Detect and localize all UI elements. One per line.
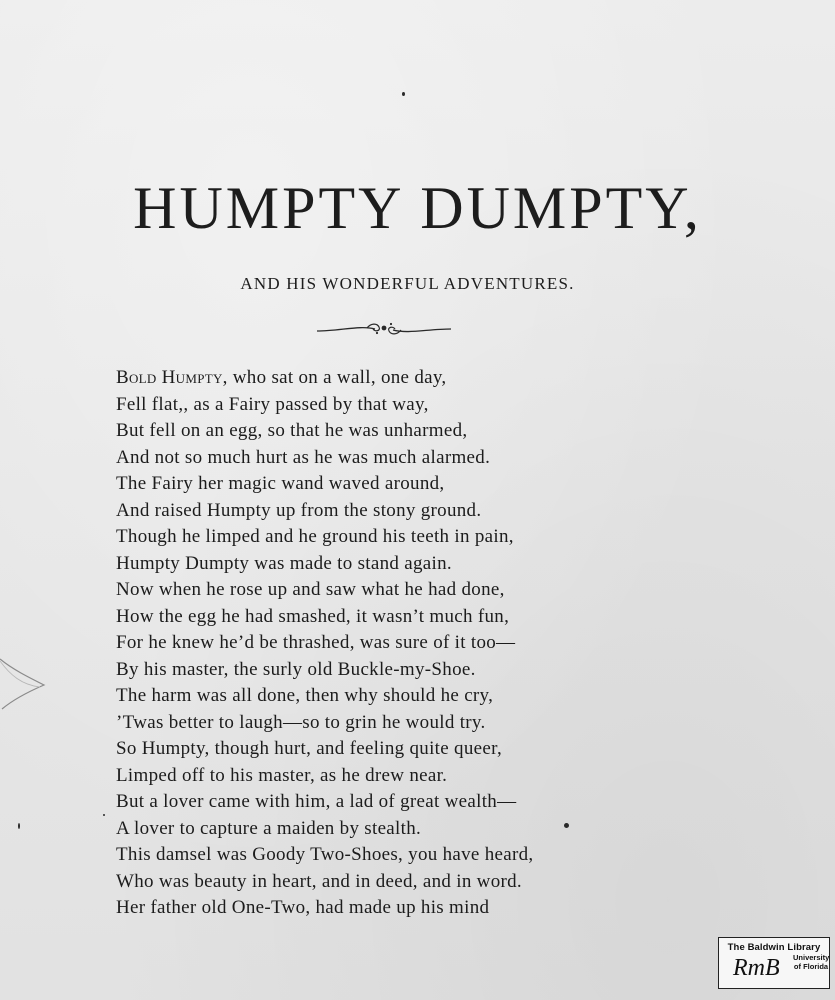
poem-line: Fell flat,, as a Fairy passed by that way, [116, 393, 429, 415]
poem-line: Her father old One-Two, had made up his mind [116, 897, 490, 918]
poem-line: For he knew he’d be thrashed, was sure of it too— [116, 632, 516, 653]
stamp-monogram: RmB [733, 955, 780, 981]
poem-line: ’Twas better to laugh—so to grin he would try. [116, 711, 486, 733]
poem-line: This damsel was Goody Two-Shoes, you have heard, [116, 844, 534, 865]
poem-line: But a lover came with him, a lad of great wealth— [116, 791, 517, 812]
poem-text [116, 365, 716, 922]
poem-line: Humpty Dumpty was made to stand again. [116, 552, 452, 574]
ink-speck [103, 814, 105, 816]
poem-line: A lover to capture a maiden by stealth. [116, 817, 422, 839]
poem-line: And not so much hurt as he was much alarmed. [116, 446, 491, 468]
poem-opening-smallcaps: Bold Humpty [116, 367, 223, 388]
page-title: HUMPTY DUMPTY, [133, 175, 702, 241]
library-stamp [718, 937, 830, 989]
stamp-library-name: The Baldwin Library [727, 942, 821, 953]
poem-line: Though he limped and he ground his teeth in pain, [116, 526, 514, 547]
poem-line: Now when he rose up and saw what he had done, [116, 579, 505, 600]
poem-line: The harm was all done, then why should he cry, [116, 685, 494, 706]
paper-tear-mark [0, 655, 48, 725]
ink-speck [564, 823, 569, 828]
poem-line: But fell on an egg, so that he was unharmed, [116, 420, 468, 441]
ink-speck [18, 823, 20, 829]
poem-line: Limped off to his master, as he drew near. [116, 764, 448, 786]
poem-line: So Humpty, though hurt, and feeling quite queer, [116, 738, 503, 759]
poem-line: The Fairy her magic wand waved around, [116, 473, 445, 494]
poem-line: And raised Humpty up from the stony ground. [116, 499, 482, 521]
poem-line [116, 365, 716, 392]
poem-line: By his master, the surly old Buckle-my-Shoe. [116, 658, 476, 680]
stamp-university: University of Florida [793, 953, 830, 971]
ink-speck [402, 92, 405, 96]
flourish-divider-icon [315, 319, 453, 339]
page-subtitle: AND HIS WONDERFUL ADVENTURES. [240, 274, 575, 293]
poem-line: How the egg he had smashed, it wasn’t much fun, [116, 605, 510, 627]
poem-line: Who was beauty in heart, and in deed, and in word. [116, 870, 522, 892]
poem-first-line-rest: , who sat on a wall, one day, [222, 367, 447, 388]
